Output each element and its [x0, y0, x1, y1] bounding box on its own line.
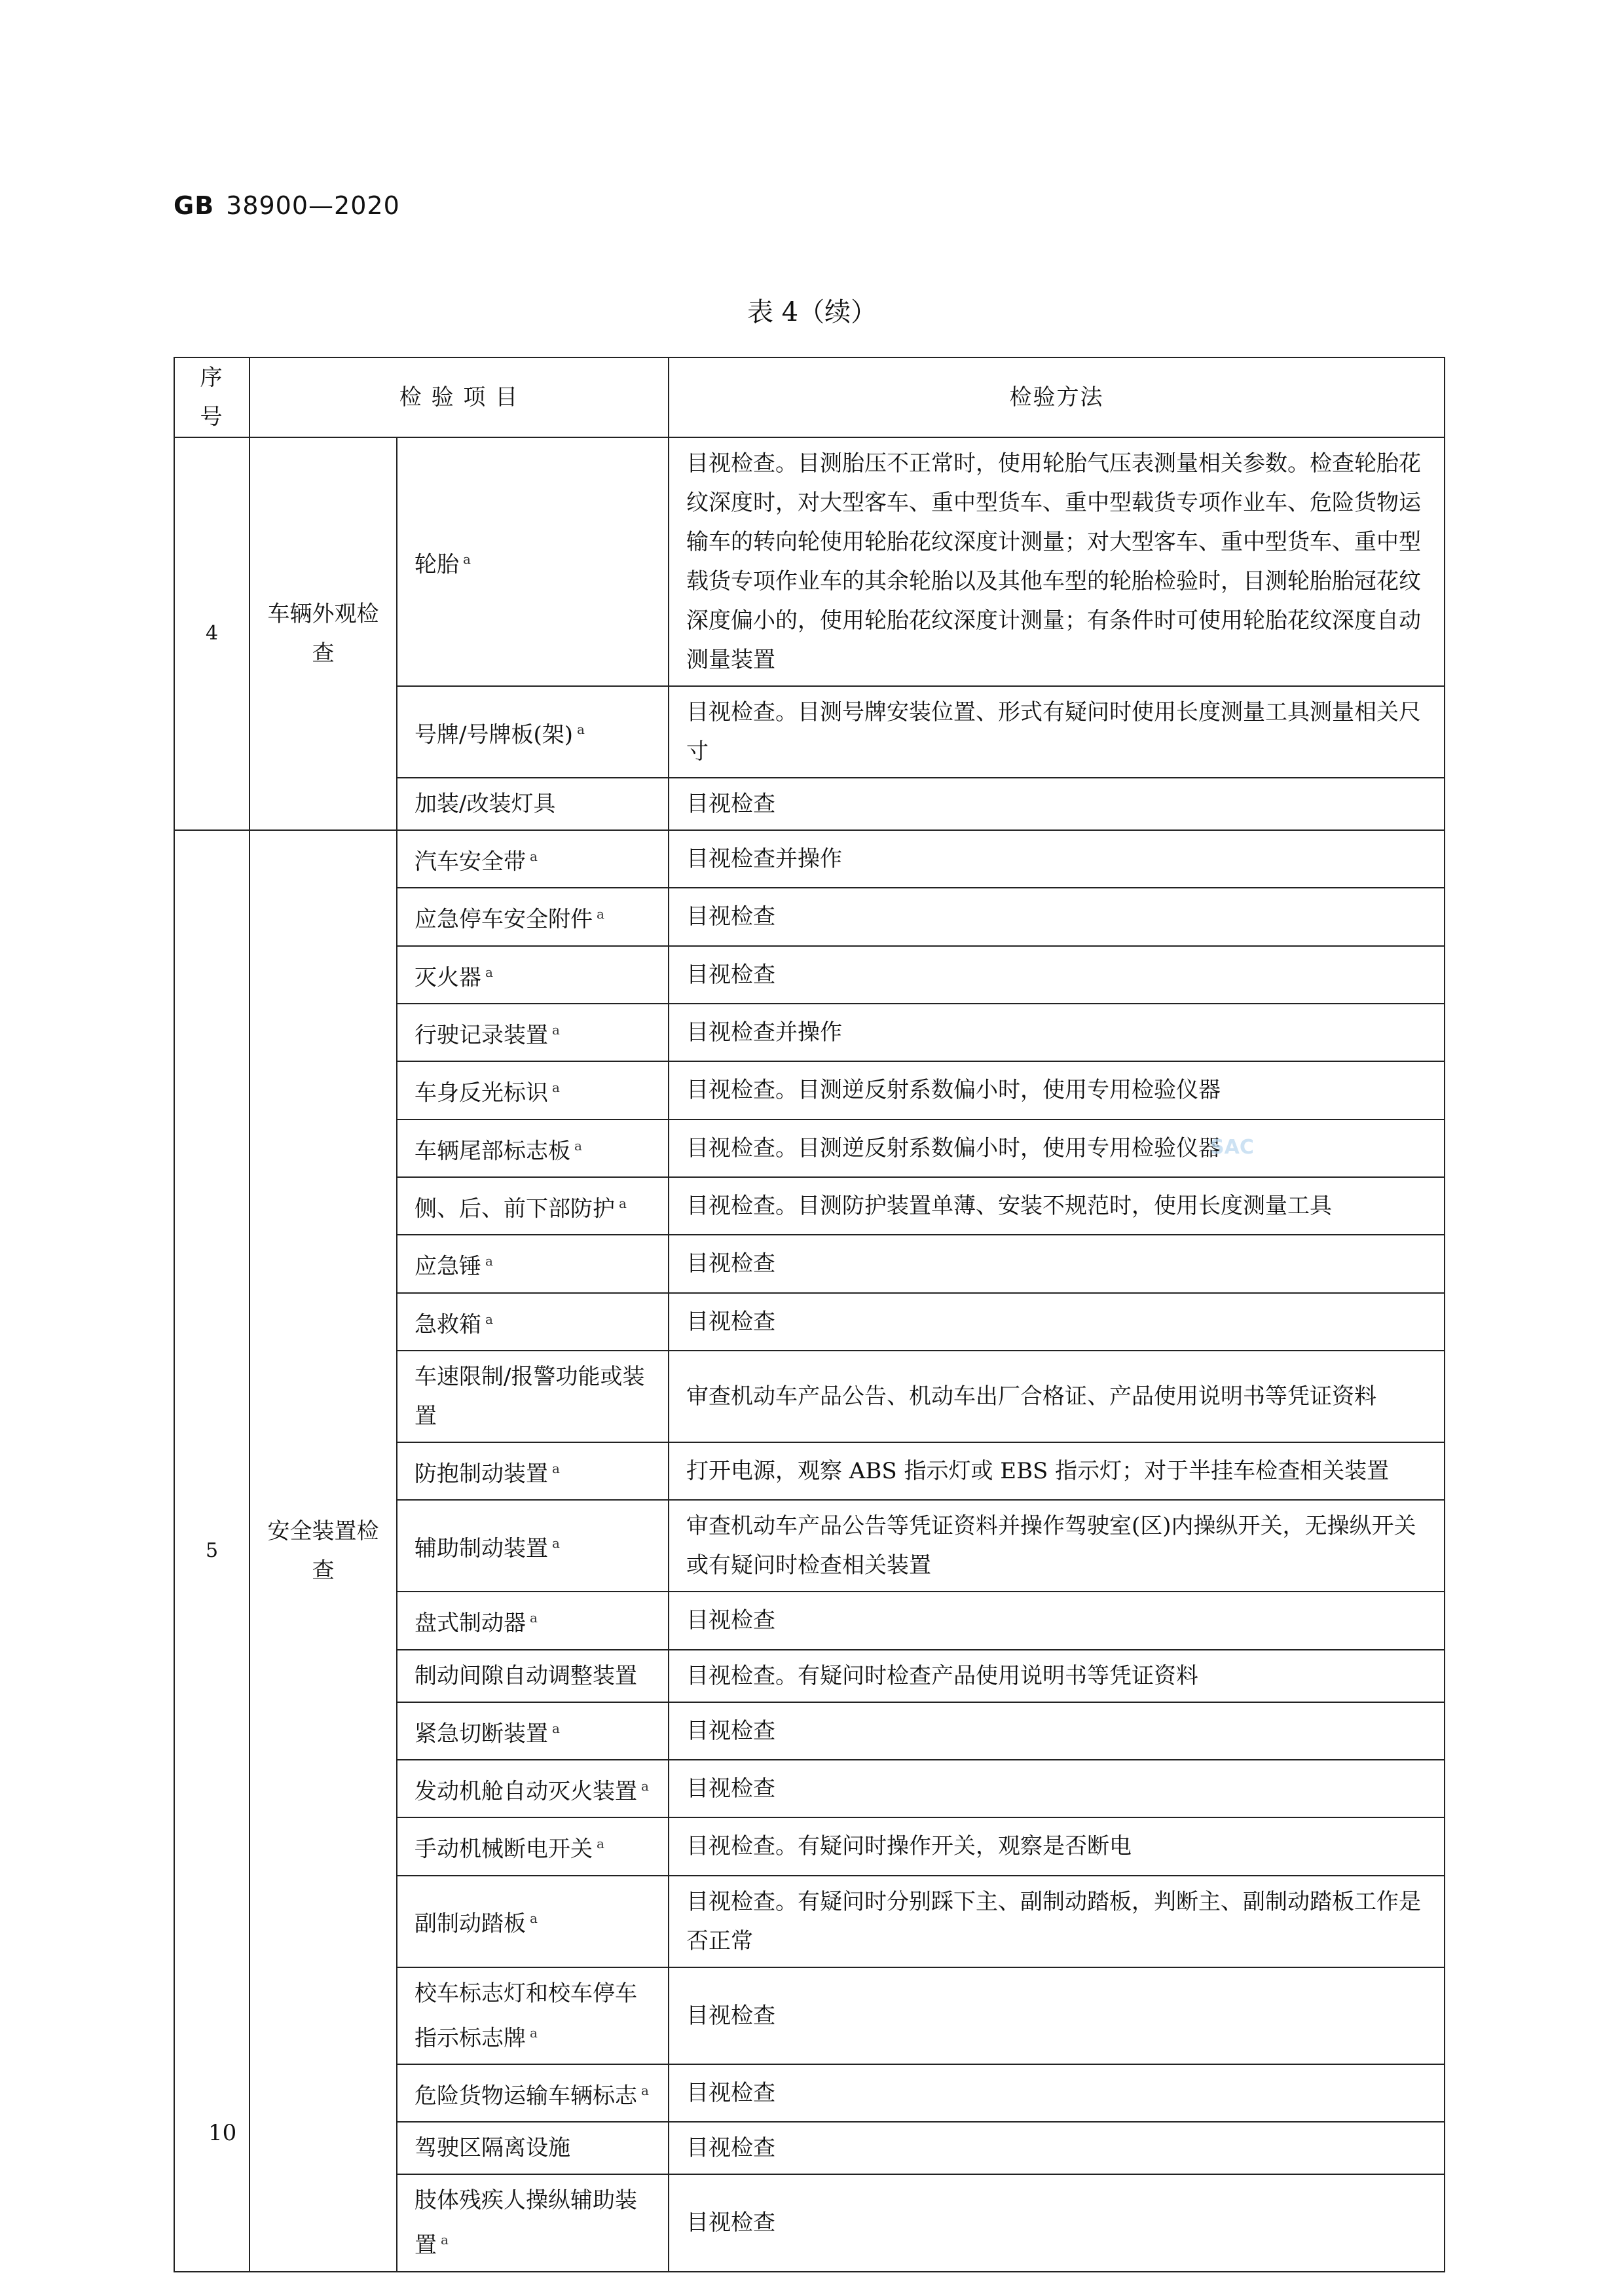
inspection-item-cell [397, 1650, 669, 1702]
inspection-item: 侧、后、前下部防护 [415, 1195, 615, 1222]
inspection-method: 目视检查。有疑问时操作开关，观察是否断电 [669, 1817, 1445, 1875]
row-category: 安全装置检查 [249, 830, 397, 2272]
inspection-item-cell [397, 437, 669, 686]
inspection-method: 目视检查 [669, 2064, 1445, 2122]
inspection-item: 发动机舱自动灭火装置 [415, 1778, 637, 1805]
inspection-item-cell [397, 1876, 669, 1967]
inspection-item: 加装/改装灯具 [415, 791, 556, 817]
footnote-mark: a [530, 1610, 538, 1626]
footnote-mark: a [441, 2232, 449, 2248]
inspection-item-cell [397, 830, 669, 888]
table-title: 表 4（续） [747, 297, 877, 327]
inspection-item-cell [397, 1702, 669, 1760]
table-header-row [174, 357, 1445, 437]
inspection-item-cell [397, 1120, 669, 1177]
footnote-mark: a [485, 964, 493, 980]
inspection-item: 手动机械断电开关 [415, 1836, 593, 1863]
inspection-item-cell [397, 946, 669, 1004]
inspection-item-cell [397, 778, 669, 830]
inspection-method: 目视检查。有疑问时检查产品使用说明书等凭证资料 [669, 1650, 1445, 1702]
row-seq-number: 4 [174, 437, 249, 830]
header-method: 检验方法 [669, 357, 1445, 437]
inspection-method: 打开电源，观察 ABS 指示灯或 EBS 指示灯；对于半挂车检查相关装置 [669, 1442, 1445, 1500]
inspection-method: 目视检查 [669, 888, 1445, 945]
inspection-method: 目视检查 [669, 2174, 1445, 2271]
page-number: 10 [208, 2120, 237, 2146]
inspection-item: 危险货物运输车辆标志 [415, 2083, 637, 2109]
inspection-item-cell [397, 1760, 669, 1817]
inspection-item: 车速限制/报警功能或装置 [415, 1363, 645, 1429]
inspection-item-cell [397, 1967, 669, 2064]
inspection-item: 汽车安全带 [415, 848, 526, 875]
standard-number: 38900—2020 [226, 191, 400, 220]
inspection-item: 驾驶区隔离设施 [415, 2135, 570, 2162]
inspection-item-cell [397, 1351, 669, 1442]
inspection-table [174, 357, 1445, 2272]
inspection-item: 急救箱 [415, 1311, 481, 1338]
footnote-mark: a [576, 721, 585, 737]
inspection-item-cell [397, 2064, 669, 2122]
inspection-item: 校车标志灯和校车停车指示标志牌 [415, 1980, 637, 2051]
inspection-item: 车辆尾部标志板 [415, 1137, 570, 1164]
inspection-method: 目视检查 [669, 1967, 1445, 2064]
footnote-mark: a [552, 1460, 560, 1476]
table-body [174, 437, 1445, 2272]
inspection-item-cell [397, 1061, 669, 1119]
inspection-method: 目视检查 [669, 946, 1445, 1004]
inspection-item-cell [397, 1500, 669, 1592]
footnote-mark: a [552, 1720, 560, 1736]
header-item: 检 验 项 目 [249, 357, 669, 437]
inspection-item-cell [397, 1442, 669, 1500]
footnote-mark: a [530, 2024, 538, 2041]
inspection-item: 盘式制动器 [415, 1610, 526, 1637]
inspection-item: 应急锤 [415, 1253, 481, 1280]
footnote-mark: a [552, 1080, 560, 1096]
footnote-mark: a [463, 551, 471, 567]
inspection-item: 灭火器 [415, 964, 481, 991]
inspection-method: 目视检查 [669, 1760, 1445, 1817]
standard-prefix: GB [174, 191, 215, 220]
inspection-item-cell [397, 2174, 669, 2271]
inspection-item: 应急停车安全附件 [415, 906, 593, 933]
footnote-mark: a [485, 1253, 493, 1269]
footnote-mark: a [619, 1195, 627, 1211]
inspection-method: 目视检查并操作 [669, 830, 1445, 888]
inspection-method: 目视检查。目测逆反射系数偏小时，使用专用检验仪器 [669, 1061, 1445, 1119]
inspection-item: 制动间隙自动调整装置 [415, 1662, 637, 1689]
row-seq-number: 5 [174, 830, 249, 2272]
inspection-item: 副制动踏板 [415, 1910, 526, 1937]
inspection-item: 防抱制动装置 [415, 1461, 548, 1487]
header-seq: 序号 [174, 357, 249, 437]
inspection-item: 紧急切断装置 [415, 1720, 548, 1747]
footnote-mark: a [597, 906, 604, 922]
inspection-method: 目视检查。目测胎压不正常时，使用轮胎气压表测量相关参数。检查轮胎花纹深度时，对大型客车、重中型货车、重中型载货专项作业车、危险货物运输车的转向轮使用轮胎花纹深度计测量；对大型客车、重中型货车、重中型载货专项作业车的其余轮胎以及其他车型的轮胎检验时，目测轮胎胎冠花纹深度偏小的，使用轮胎花纹深度计测量；有条件时可使用轮胎花纹深度自动测量装置 [669, 437, 1445, 686]
inspection-method: 审查机动车产品公告、机动车出厂合格证、产品使用说明书等凭证资料 [669, 1351, 1445, 1442]
inspection-item: 行驶记录装置 [415, 1022, 548, 1049]
inspection-method: 目视检查并操作 [669, 1004, 1445, 1061]
inspection-item-cell [397, 888, 669, 945]
inspection-method: 目视检查 [669, 1702, 1445, 1760]
inspection-item: 辅助制动装置 [415, 1535, 548, 1562]
inspection-method: 目视检查 [669, 778, 1445, 830]
inspection-item-cell [397, 2122, 669, 2174]
footnote-mark: a [485, 1311, 493, 1327]
inspection-method: 审查机动车产品公告等凭证资料并操作驾驶室(区)内操纵开关，无操纵开关或有疑问时检查相关装置 [669, 1500, 1445, 1592]
inspection-item-cell [397, 1235, 669, 1292]
inspection-method: 目视检查。目测号牌安装位置、形式有疑问时使用长度测量工具测量相关尺寸 [669, 686, 1445, 778]
footnote-mark: a [530, 848, 538, 864]
inspection-item: 车身反光标识 [415, 1080, 548, 1106]
footnote-mark: a [597, 1836, 604, 1852]
inspection-item-cell [397, 1293, 669, 1351]
inspection-method: 目视检查 [669, 1592, 1445, 1649]
inspection-item-cell [397, 1817, 669, 1875]
inspection-item-cell [397, 1177, 669, 1235]
inspection-item-cell [397, 1592, 669, 1649]
inspection-method: 目视检查 [669, 2122, 1445, 2174]
watermark-logo: SAC [1210, 1136, 1254, 1159]
inspection-item: 轮胎 [415, 551, 459, 578]
inspection-item: 肢体残疾人操纵辅助装置 [415, 2187, 637, 2259]
footnote-mark: a [552, 1535, 560, 1552]
footnote-mark: a [641, 1777, 649, 1794]
footnote-mark: a [574, 1137, 582, 1154]
inspection-method: 目视检查。目测逆反射系数偏小时，使用专用检验仪器 [669, 1120, 1445, 1177]
inspection-method: 目视检查 [669, 1235, 1445, 1292]
footnote-mark: a [641, 2082, 649, 2098]
inspection-method: 目视检查。有疑问时分别踩下主、副制动踏板，判断主、副制动踏板工作是否正常 [669, 1876, 1445, 1967]
inspection-item-cell [397, 686, 669, 778]
row-category: 车辆外观检查 [249, 437, 397, 830]
footnote-mark: a [552, 1021, 560, 1038]
inspection-item-cell [397, 1004, 669, 1061]
footnote-mark: a [530, 1910, 538, 1927]
inspection-method: 目视检查 [669, 1293, 1445, 1351]
table-row [174, 437, 1445, 686]
inspection-method: 目视检查。目测防护装置单薄、安装不规范时，使用长度测量工具 [669, 1177, 1445, 1235]
inspection-item: 号牌/号牌板(架) [415, 721, 573, 748]
standard-code [174, 191, 400, 220]
table-row [174, 830, 1445, 888]
